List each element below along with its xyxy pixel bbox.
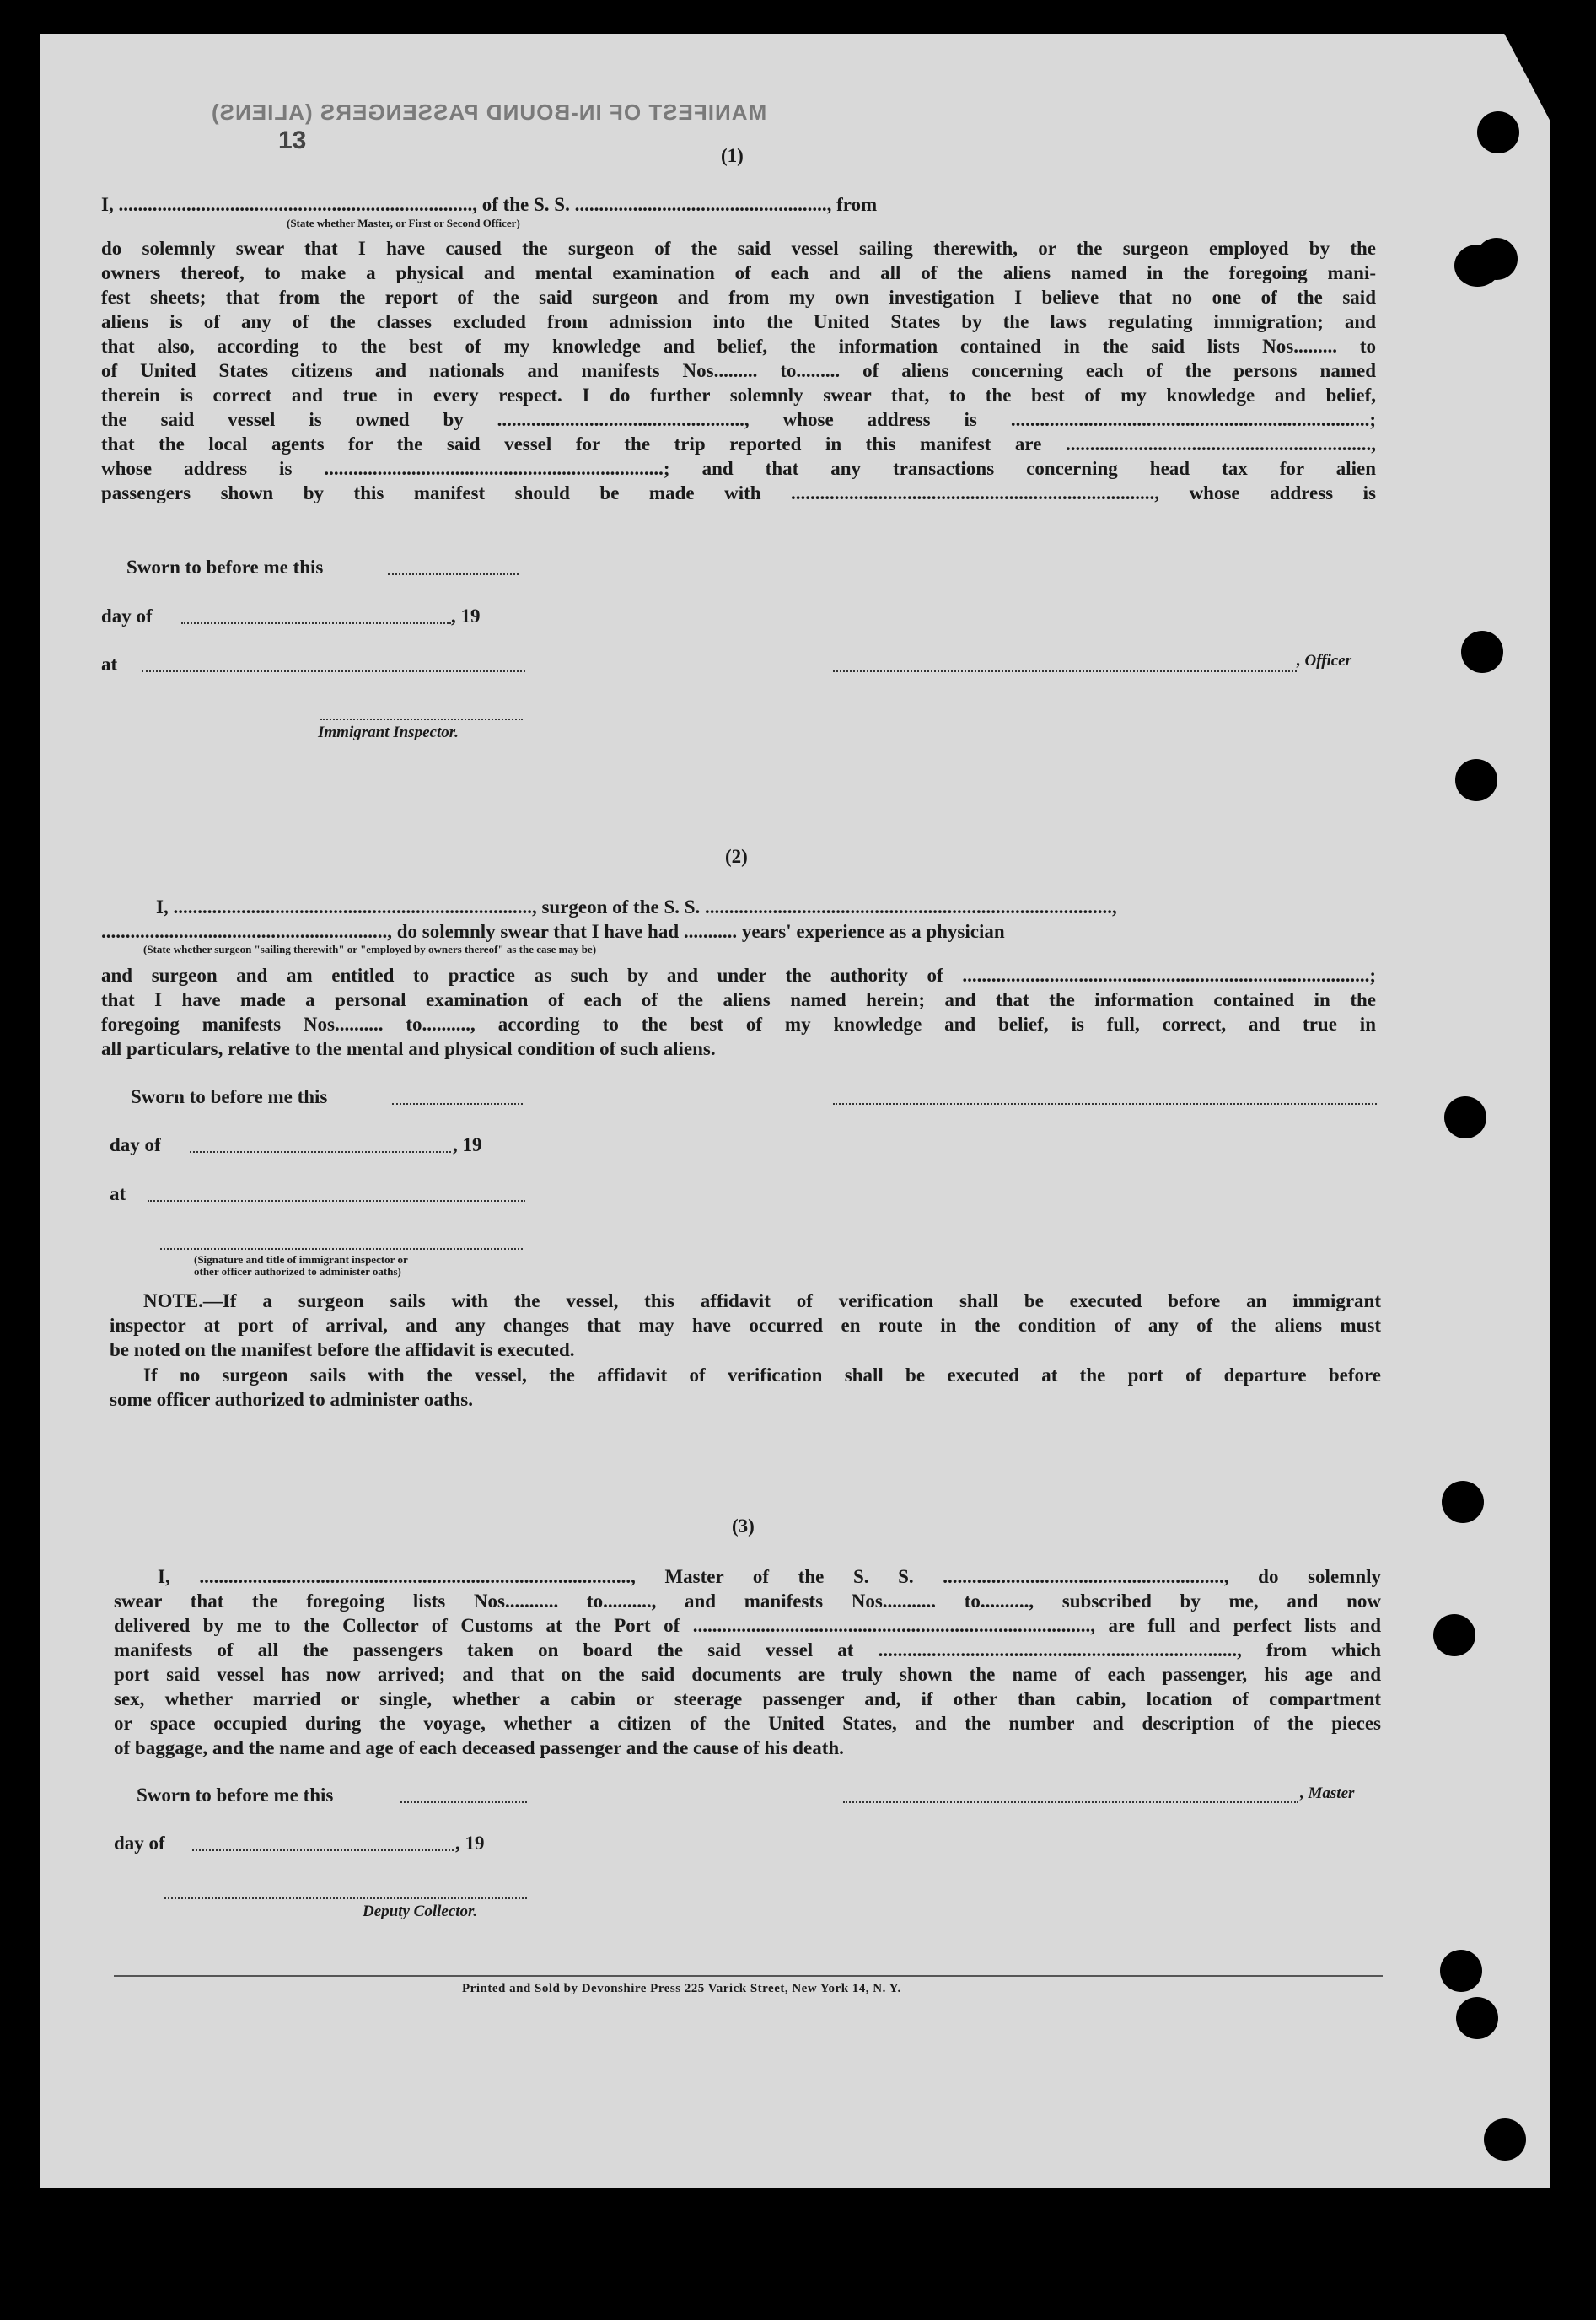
note-line: NOTE.—If a surgeon sails with the vessel, this affidavit of verification shall be executed before an immigrant xyxy=(143,1290,1381,1311)
note-line: inspector at port of arrival, and any changes that may have occurred en route in the condition of any of the aliens must xyxy=(110,1315,1381,1336)
section-2-label: (2) xyxy=(725,846,748,867)
punch-hole xyxy=(1440,1950,1482,1992)
body-line: manifests of all the passengers taken on board the said vessel at .........................................................................., from which xyxy=(114,1639,1381,1661)
year-label: , 19 xyxy=(455,1833,485,1854)
body-line: aliens is of any of the classes excluded from admission into the United States by the laws regulating immigration; and xyxy=(101,311,1376,332)
surgeon-signature-line xyxy=(833,1103,1377,1105)
sworn-date-line xyxy=(388,573,519,575)
section-3-label: (3) xyxy=(732,1515,755,1537)
master-label: , Master xyxy=(1300,1784,1355,1802)
body-line: passengers shown by this manifest should be made with ..........................................................................., whose address is xyxy=(101,482,1376,503)
body-line: that also, according to the best of my knowledge and belief, the information contained in the said lists Nos......... to xyxy=(101,336,1376,357)
deputy-collector-label: Deputy Collector. xyxy=(363,1903,478,1920)
master-note: (State whether Master, or First or Second Officer) xyxy=(287,217,520,229)
at-label: at xyxy=(110,1183,126,1204)
inspector-signature-line xyxy=(160,1248,523,1250)
year-label: , 19 xyxy=(453,1134,482,1155)
mirrored-title: MANIFEST OF IN-BOUND PASSENGERS (ALIENS) xyxy=(211,100,767,125)
section-1-label: (1) xyxy=(721,145,744,166)
collector-signature-line xyxy=(164,1897,527,1899)
body-line: owners thereof, to make a physical and mental examination of each and all of the aliens named in the foregoing mani- xyxy=(101,262,1376,283)
day-line xyxy=(190,1151,451,1153)
section-1-first-line: I, ........................................................................., of the S. S. ...................................................., from xyxy=(101,194,878,215)
immigrant-inspector-label: Immigrant Inspector. xyxy=(318,724,459,741)
punch-hole xyxy=(1475,238,1518,280)
body-line: the said vessel is owned by ..................................................., whose address is ..........................................................................; xyxy=(101,409,1376,430)
punch-hole xyxy=(1433,1614,1475,1656)
sworn-label: Sworn to before me this xyxy=(137,1784,334,1806)
officer-label: , Officer xyxy=(1297,652,1352,670)
body-line: foregoing manifests Nos.......... to.........., according to the best of my knowledge and belief, is full, correct, and true in xyxy=(101,1014,1376,1035)
body-line: all particulars, relative to the mental and physical condition of such aliens. xyxy=(101,1038,716,1059)
signature-note: (Signature and title of immigrant inspector or xyxy=(194,1253,408,1266)
year-label: , 19 xyxy=(451,606,481,627)
printer-credit: Printed and Sold by Devonshire Press 225 Varick Street, New York 14, N. Y. xyxy=(462,1982,901,1995)
body-line: port said vessel has now arrived; and that on the said documents are truly shown the name of each passenger, his age and xyxy=(114,1664,1381,1685)
at-line xyxy=(142,670,525,672)
note-paragraph xyxy=(110,1289,1381,1362)
note-line: If no surgeon sails with the vessel, the affidavit of verification shall be executed at the port of departure before xyxy=(143,1365,1381,1386)
day-line xyxy=(192,1849,454,1851)
sworn-date-line xyxy=(392,1103,523,1105)
at-label: at xyxy=(101,654,118,675)
punch-hole xyxy=(1477,111,1519,153)
body-line: fest sheets; that from the report of the said surgeon and from my own investigation I believe that no one of the said xyxy=(101,287,1376,308)
body-line: delivered by me to the Collector of Customs at the Port of .................................................................................., are full and perfect lists and xyxy=(114,1615,1381,1636)
day-of-label: day of xyxy=(114,1833,165,1854)
day-line xyxy=(181,622,451,624)
note-paragraph xyxy=(110,1363,1381,1412)
body-line: of United States citizens and nationals and manifests Nos......... to......... of aliens concerning each of the persons named xyxy=(101,360,1376,381)
punch-hole xyxy=(1484,2118,1526,2161)
note-line: some officer authorized to administer oaths. xyxy=(110,1389,473,1410)
sworn-label: Sworn to before me this xyxy=(126,557,324,578)
body-line: of baggage, and the name and age of each deceased passenger and the cause of his death. xyxy=(114,1737,844,1758)
at-line xyxy=(148,1200,525,1202)
sworn-date-line xyxy=(400,1801,527,1803)
body-line: sex, whether married or single, whether a cabin or steerage passenger and, if other than cabin, location of compartment xyxy=(114,1688,1381,1709)
body-line: whose address is ......................................................................; and that any transactions concerning head tax for alien xyxy=(101,458,1376,479)
punch-hole xyxy=(1461,631,1503,673)
inspector-signature-line xyxy=(320,719,523,720)
body-line: and surgeon and am entitled to practice as such by and under the authority of ....................................................................................; xyxy=(101,965,1376,986)
surgeon-note: (State whether surgeon "sailing therewith" or "employed by owners thereof" as the case may be) xyxy=(143,943,597,955)
signature-note: other officer authorized to administer oaths) xyxy=(194,1265,401,1278)
body-line: I, ........................................................................................., Master of the S. S. .........................................................., do solemnly xyxy=(158,1566,1381,1587)
master-signature-line xyxy=(843,1801,1298,1803)
body-line: therein is correct and true in every respect. I do further solemnly swear that, to the best of my knowledge and belief, xyxy=(101,385,1376,406)
day-of-label: day of xyxy=(101,606,153,627)
day-of-label: day of xyxy=(110,1134,161,1155)
note-line: be noted on the manifest before the affidavit is executed. xyxy=(110,1339,575,1360)
officer-signature-line xyxy=(833,670,1297,672)
section-2-first-line: I, .........................................................................., surgeon of the S. S. ...................................................................................., xyxy=(156,896,1117,918)
section-1-body xyxy=(101,236,1376,505)
body-line: that the local agents for the said vessel for the trip reported in this manifest are ..............................................................., xyxy=(101,433,1376,455)
body-line: do solemnly swear that I have caused the surgeon of the said vessel sailing therewith, or the surgeon employed by the xyxy=(101,238,1376,259)
section-3-body xyxy=(114,1564,1381,1760)
body-line: that I have made a personal examination of each of the aliens named herein; and that the information contained in the xyxy=(101,989,1376,1010)
punch-hole xyxy=(1456,1997,1498,2039)
section-2-second-line: ..........................................................., do solemnly swear that I have had ........... years' experience as a physician xyxy=(101,921,1005,942)
punch-hole xyxy=(1444,1096,1486,1138)
section-2-body xyxy=(101,963,1376,1061)
punch-hole xyxy=(1442,1481,1484,1523)
sworn-label: Sworn to before me this xyxy=(131,1086,328,1107)
body-line: or space occupied during the voyage, whether a citizen of the United States, and the number and description of the pieces xyxy=(114,1713,1381,1734)
body-line: swear that the foregoing lists Nos........... to.........., and manifests Nos........... to.........., subscribed by me, and now xyxy=(114,1591,1381,1612)
faint-number: 13 xyxy=(278,126,307,154)
footer-rule xyxy=(114,1975,1383,1977)
punch-hole xyxy=(1455,759,1497,801)
